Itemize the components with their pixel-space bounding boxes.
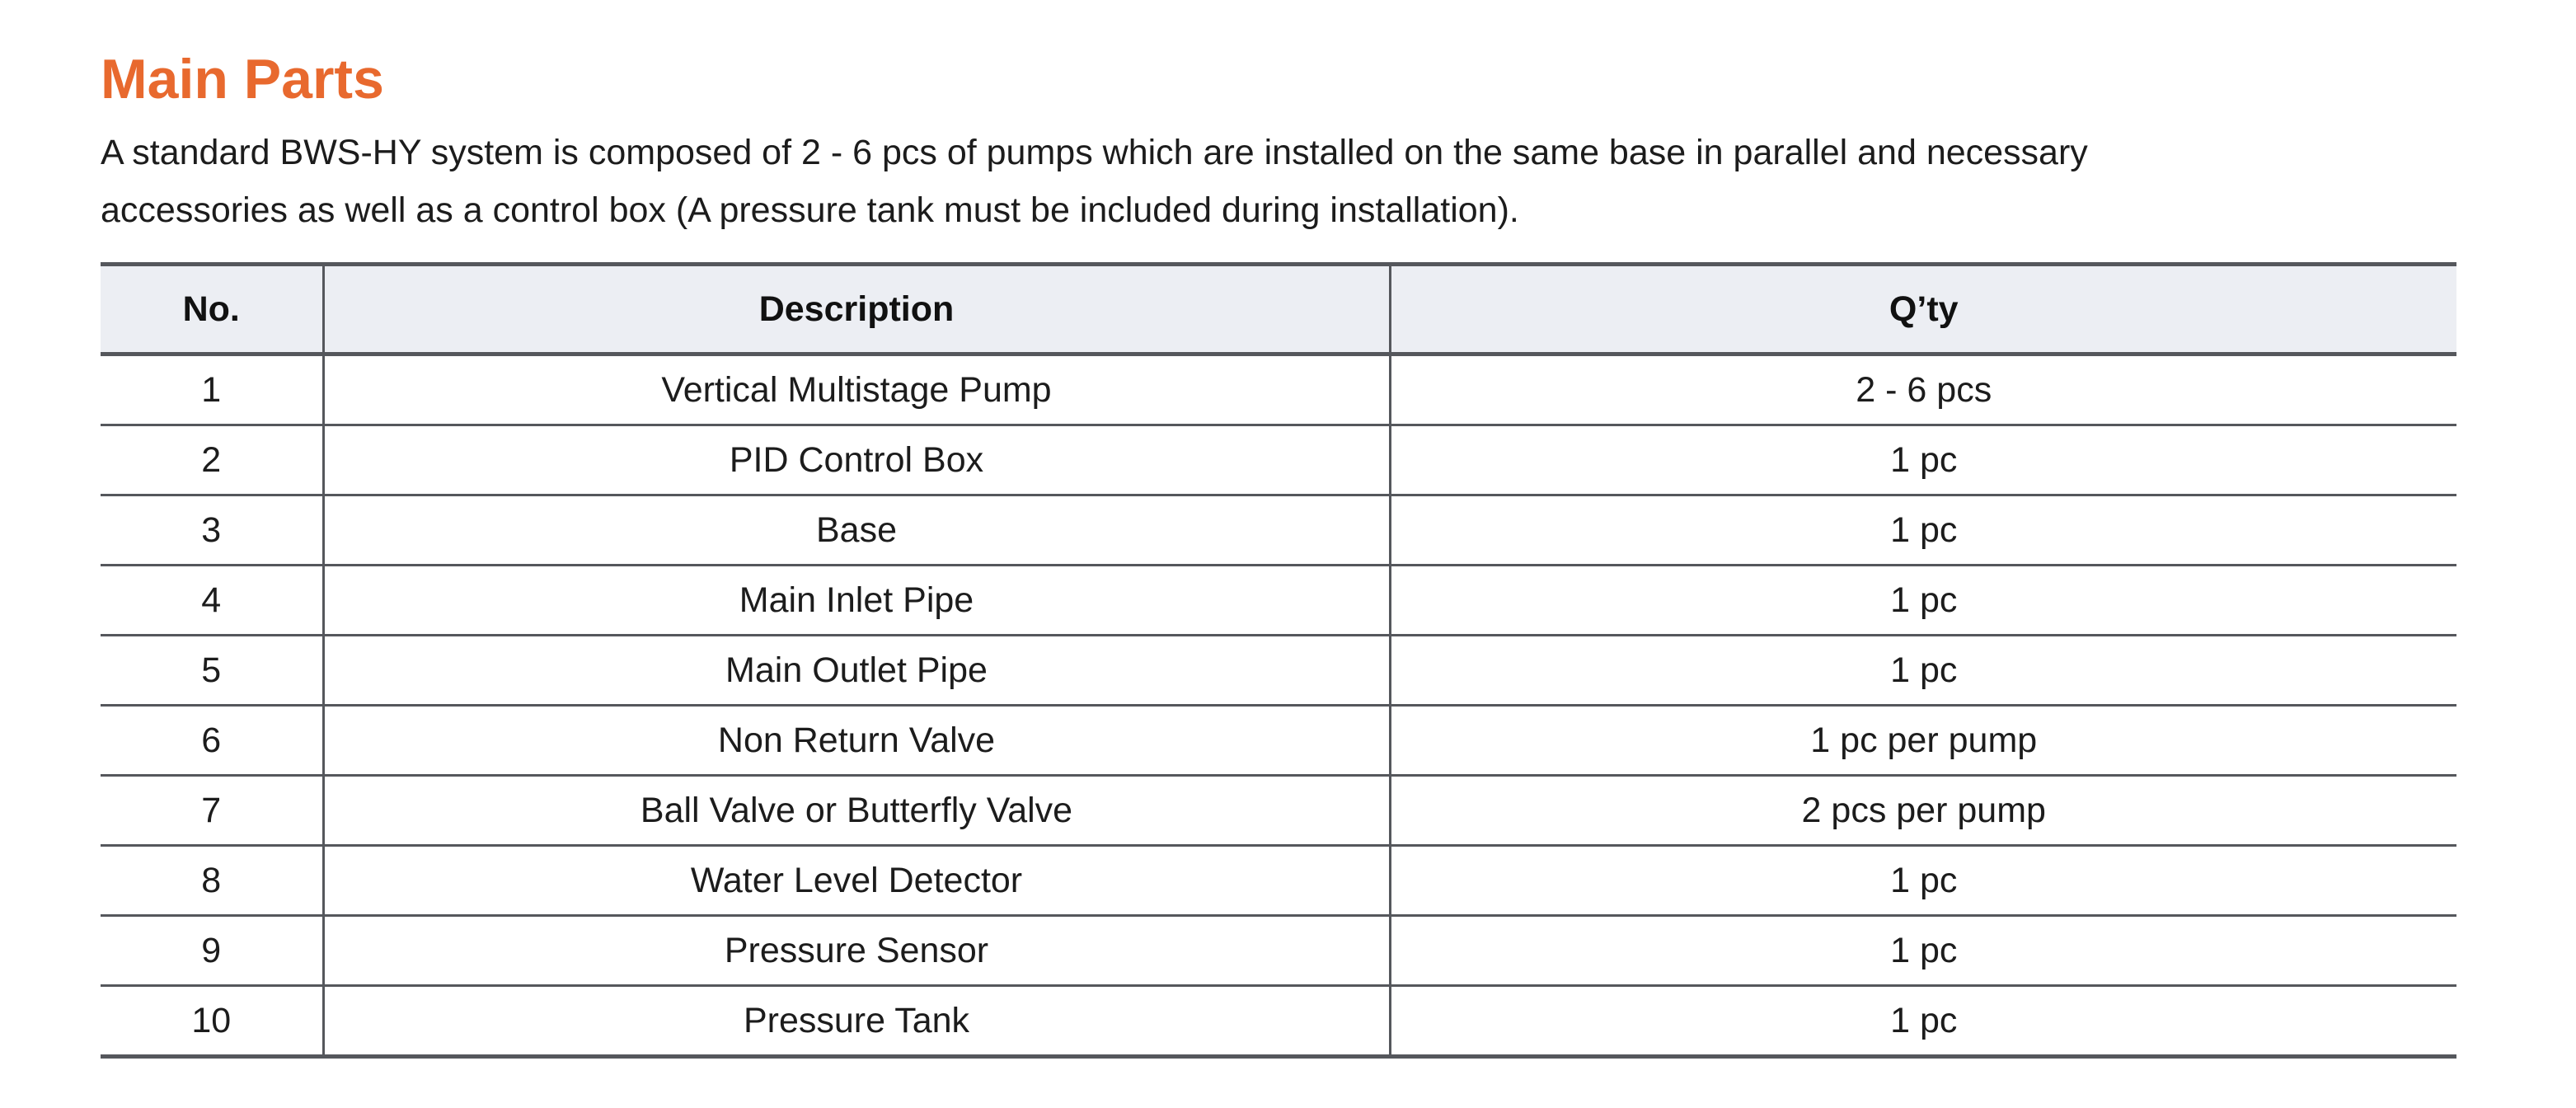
header-no: No. <box>101 265 323 354</box>
cell-qty: 1 pc <box>1390 425 2456 495</box>
cell-description: Non Return Valve <box>323 706 1390 776</box>
header-row <box>101 265 2456 354</box>
cell-qty: 1 pc <box>1390 495 2456 566</box>
main-parts-section <box>101 43 2456 239</box>
header-qty: Q’ty <box>1390 265 2456 354</box>
cell-description: Vertical Multistage Pump <box>323 354 1390 425</box>
cell-qty: 2 pcs per pump <box>1390 776 2456 846</box>
cell-no: 8 <box>101 846 323 916</box>
section-title: Main Parts <box>101 48 384 110</box>
table-row <box>101 495 2456 566</box>
cell-no: 1 <box>101 354 323 425</box>
cell-no: 7 <box>101 776 323 846</box>
intro-line-1: A standard BWS-HY system is composed of 2 - 6 pcs of pumps which are installed on the same base in parallel and necessary <box>101 133 2088 172</box>
parts-table <box>101 262 2456 1059</box>
cell-description: PID Control Box <box>323 425 1390 495</box>
header-description: Description <box>323 265 1390 354</box>
cell-no: 6 <box>101 706 323 776</box>
cell-description: Base <box>323 495 1390 566</box>
table-row <box>101 706 2456 776</box>
cell-description: Water Level Detector <box>323 846 1390 916</box>
cell-qty: 1 pc <box>1390 916 2456 986</box>
cell-description: Main Outlet Pipe <box>323 636 1390 706</box>
table-row <box>101 636 2456 706</box>
cell-qty: 1 pc per pump <box>1390 706 2456 776</box>
table-body <box>101 354 2456 1057</box>
intro-line-2: accessories as well as a control box (A pressure tank must be included during installation). <box>101 190 1519 230</box>
cell-no: 5 <box>101 636 323 706</box>
cell-no: 10 <box>101 986 323 1057</box>
table-row <box>101 916 2456 986</box>
cell-description: Main Inlet Pipe <box>323 566 1390 636</box>
table-row <box>101 354 2456 425</box>
cell-no: 3 <box>101 495 323 566</box>
cell-qty: 1 pc <box>1390 986 2456 1057</box>
cell-qty: 1 pc <box>1390 636 2456 706</box>
cell-description: Pressure Tank <box>323 986 1390 1057</box>
cell-no: 9 <box>101 916 323 986</box>
table-row <box>101 425 2456 495</box>
cell-qty: 1 pc <box>1390 566 2456 636</box>
table-row <box>101 566 2456 636</box>
cell-qty: 2 - 6 pcs <box>1390 354 2456 425</box>
cell-description: Ball Valve or Butterfly Valve <box>323 776 1390 846</box>
table-header <box>101 265 2456 354</box>
table-row <box>101 986 2456 1057</box>
table-row <box>101 776 2456 846</box>
cell-no: 2 <box>101 425 323 495</box>
cell-no: 4 <box>101 566 323 636</box>
cell-qty: 1 pc <box>1390 846 2456 916</box>
table-row <box>101 846 2456 916</box>
intro-paragraph <box>101 124 2456 239</box>
cell-description: Pressure Sensor <box>323 916 1390 986</box>
